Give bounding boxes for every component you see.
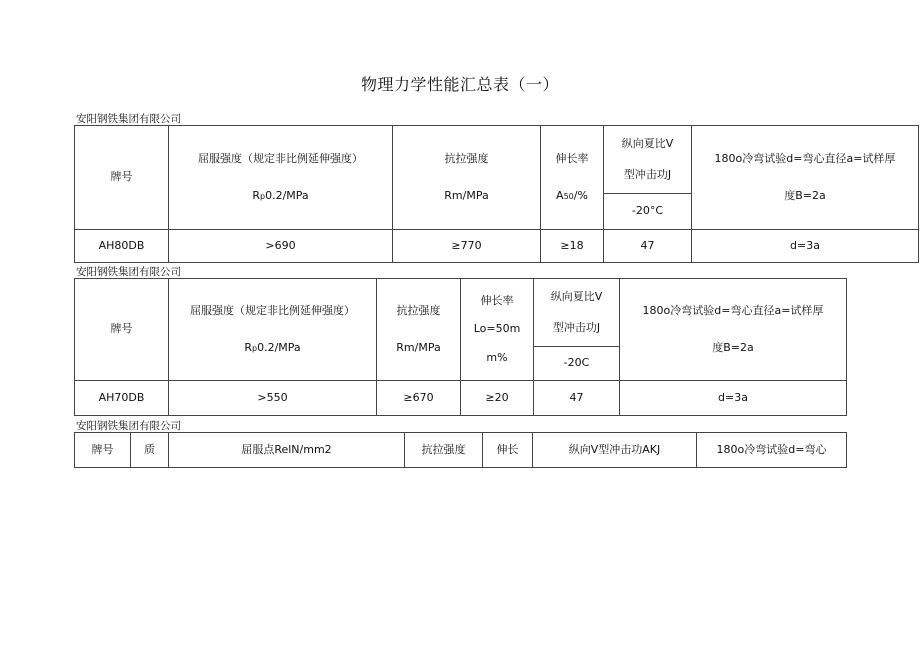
header-tensile-strength — [377, 279, 461, 381]
cell-tensile: ≥770 — [393, 230, 541, 263]
header-elongation: 伸长 — [483, 433, 533, 468]
header-bend-line1: 180o冷弯试验d=弯心直径a=试样厚 — [714, 152, 896, 166]
header-yield-label: 屈服强度（规定非比例延伸强度） — [190, 304, 355, 318]
unit-symbol: R — [252, 188, 260, 202]
cell-impact: 47 — [534, 381, 620, 416]
cell-grade: AH80DB — [75, 230, 169, 263]
header-tensile-unit: Rm/MPa — [396, 340, 441, 354]
unit-suffix: 0.2/MPa — [265, 188, 309, 202]
header-yield-strength — [169, 126, 393, 230]
header-impact-temperature: -20°C — [604, 194, 692, 230]
header-grade: 牌号 — [75, 433, 131, 468]
header-impact-line1: 纵向夏比V — [550, 290, 603, 304]
header-elongation — [461, 279, 534, 381]
unit-subscript: p — [260, 191, 266, 201]
unit-symbol: R — [244, 340, 252, 354]
header-quality: 质 — [131, 433, 169, 468]
header-impact-energy — [604, 126, 692, 194]
header-yield-point: 屈服点RelN/mm2 — [169, 433, 405, 468]
header-impact-energy — [534, 279, 620, 347]
header-yield-strength — [169, 279, 377, 381]
header-bend-test — [692, 126, 919, 230]
header-impact-line1: 纵向夏比V — [621, 137, 674, 151]
table-row — [75, 230, 919, 263]
properties-table-1 — [74, 125, 919, 263]
unit-symbol: A — [556, 188, 564, 202]
cell-yield: >550 — [169, 381, 377, 416]
cell-grade: AH70DB — [75, 381, 169, 416]
header-elongation-unit: m% — [486, 350, 508, 364]
company-name: 安阳钢铁集团有限公司 — [76, 113, 181, 125]
page-title: 物理力学性能汇总表（一） — [360, 75, 559, 94]
header-yield-label: 屈服强度（规定非比例延伸强度） — [198, 152, 363, 166]
header-bend-test — [620, 279, 847, 381]
cell-bend: d=3a — [692, 230, 919, 263]
cell-elongation: ≥20 — [461, 381, 534, 416]
company-name: 安阳钢铁集团有限公司 — [76, 420, 181, 432]
header-yield-unit — [171, 341, 374, 355]
header-tensile-label: 抗拉强度 — [396, 304, 441, 318]
header-bend-line1: 180o冷弯试验d=弯心直径a=试样厚 — [642, 304, 824, 318]
unit-subscript: 50 — [563, 191, 574, 201]
header-grade: 牌号 — [75, 126, 169, 230]
header-elongation-label: 伸长率 — [555, 152, 589, 166]
company-name: 安阳钢铁集团有限公司 — [76, 266, 181, 278]
header-bend-line2: 度B=2a — [784, 188, 826, 202]
header-elongation-gauge: Lo=50m — [473, 322, 521, 336]
cell-tensile: ≥670 — [377, 381, 461, 416]
header-bend-line2: 度B=2a — [712, 340, 754, 354]
header-elongation — [541, 126, 604, 230]
header-yield-unit — [171, 189, 390, 203]
cell-yield: >690 — [169, 230, 393, 263]
header-impact-line2: 型冲击功J — [623, 167, 672, 181]
header-elongation-label: 伸长率 — [480, 294, 514, 308]
properties-table-2 — [74, 278, 847, 416]
table-row — [75, 381, 847, 416]
header-grade: 牌号 — [75, 279, 169, 381]
header-bend-test: 180o冷弯试验d=弯心 — [697, 433, 847, 468]
properties-table-3 — [74, 432, 847, 468]
header-elongation-unit — [543, 189, 601, 203]
header-tensile-label: 抗拉强度 — [444, 152, 489, 166]
cell-impact: 47 — [604, 230, 692, 263]
cell-elongation: ≥18 — [541, 230, 604, 263]
unit-subscript: p — [252, 343, 258, 353]
header-impact-line2: 型冲击功J — [552, 320, 601, 334]
cell-bend: d=3a — [620, 381, 847, 416]
header-impact-temperature: -20C — [534, 347, 620, 381]
header-tensile-strength — [393, 126, 541, 230]
header-impact-energy: 纵向V型冲击功AKJ — [533, 433, 697, 468]
unit-suffix: /% — [573, 188, 588, 202]
unit-suffix: 0.2/MPa — [257, 340, 301, 354]
header-tensile-unit: Rm/MPa — [444, 188, 489, 202]
header-tensile-strength: 抗拉强度 — [405, 433, 483, 468]
